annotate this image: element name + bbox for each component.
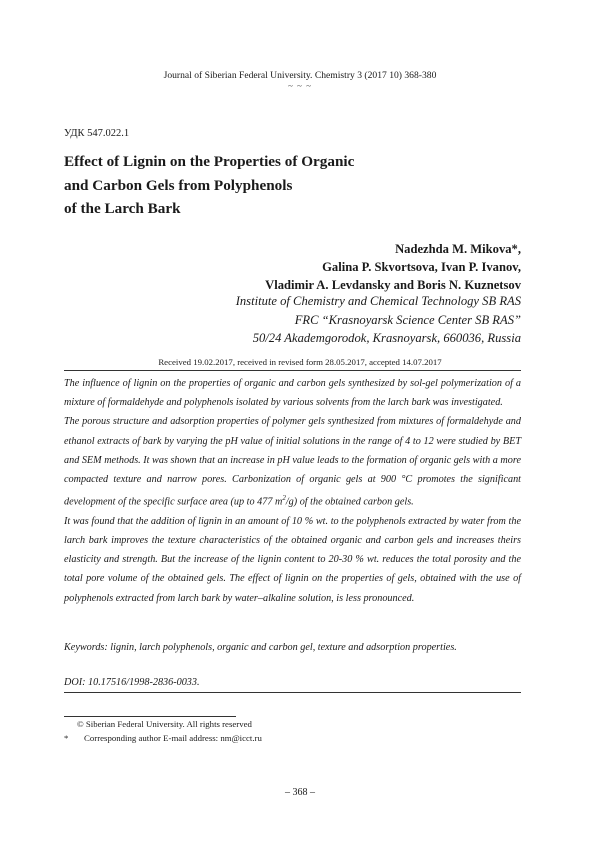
affiliation-line: 50/24 Akademgorodok, Krasnoyarsk, 660036, Russia [252,331,521,345]
affiliation-line: FRC “Krasnoyarsk Science Center SB RAS” [294,312,521,327]
title-line: and Carbon Gels from Polyphenols [64,176,293,194]
journal-header: Journal of Siberian Federal University. Chemistry 3 (2017 10) 368-380 [163,70,437,81]
keywords: Keywords: lignin, larch polyphenols, organic and carbon gel, texture and adsorption properties. [64,642,457,653]
authors-line: Nadezhda M. Mikova*, [395,242,521,256]
abstract-text: /g) of the obtained carbon gels. [285,496,414,508]
authors [81,240,521,294]
doi: DOI: 10.17516/1998-2836-0033. [64,677,200,688]
footnote-marker: * [64,733,69,743]
abstract-top-rule [64,370,521,371]
abstract-text: The porous structure and adsorption properties of polymer gels synthesized from mixtures of formaldehyde and ethanol extracts of bark by varying the pH value of initial solutions in the range of 4 to 12 were studied by BET and SEM methods. It was shown that an increase in pH value leads to the formation of organic gels with a more compacted texture and narrow pores. Carbonization of organic gels at 900 °C promotes the significant development of the specific surface area (up to 477 m [64,416,521,508]
title-line: Effect of Lignin on the Properties of Organic [64,153,355,170]
abstract [64,374,521,608]
received-dates: Received 19.02.2017, received in revised form 28.05.2017, accepted 14.07.2017 [158,357,442,367]
corresponding-email: Corresponding author E-mail address: nm@icct.ru [84,733,262,743]
affiliation [81,292,521,348]
header-ornament: ~ ~ ~ [287,81,313,91]
authors-line: Galina P. Skvortsova, Ivan P. Ivanov, [322,260,521,274]
authors-line: Vladimir A. Levdansky and Boris N. Kuznetsov [265,278,521,292]
superscript: 2 [282,494,286,503]
page-number: – 368 – [285,787,315,798]
paper-title [64,150,484,221]
title-line: of the Larch Bark [64,200,181,217]
abstract-paragraph: It was found that the addition of lignin in an amount of 10 % wt. to the polyphenols extracted by water from the larch bark improves the texture characteristics of the obtained organic and carbon gels and increases theirs elasticity and strength. But the increase of the lignin content to 20-30 % wt. reduces the total porosity and the total pore volume of the obtained gels. The effect of lignin on the properties of gels, obtained with the use of polyphenols extracted from larch bark by water–alkaline solution, is less pronounced. [64,515,521,604]
affiliation-line: Institute of Chemistry and Chemical Technology SB RAS [235,294,521,308]
abstract-bottom-rule [64,692,521,693]
copyright-note: © Siberian Federal University. All rights reserved [77,719,252,729]
udk-code: УДК 547.022.1 [64,128,130,139]
abstract-paragraph: The influence of lignin on the properties of organic and carbon gels synthesized by sol-gel polymerization of a mixture of formaldehyde and polyphenols isolated by various solvents from the larch bark was investigated. [64,378,521,409]
corresponding-author-note [64,733,262,743]
abstract-paragraph [64,412,521,511]
footnote-rule [64,716,236,717]
